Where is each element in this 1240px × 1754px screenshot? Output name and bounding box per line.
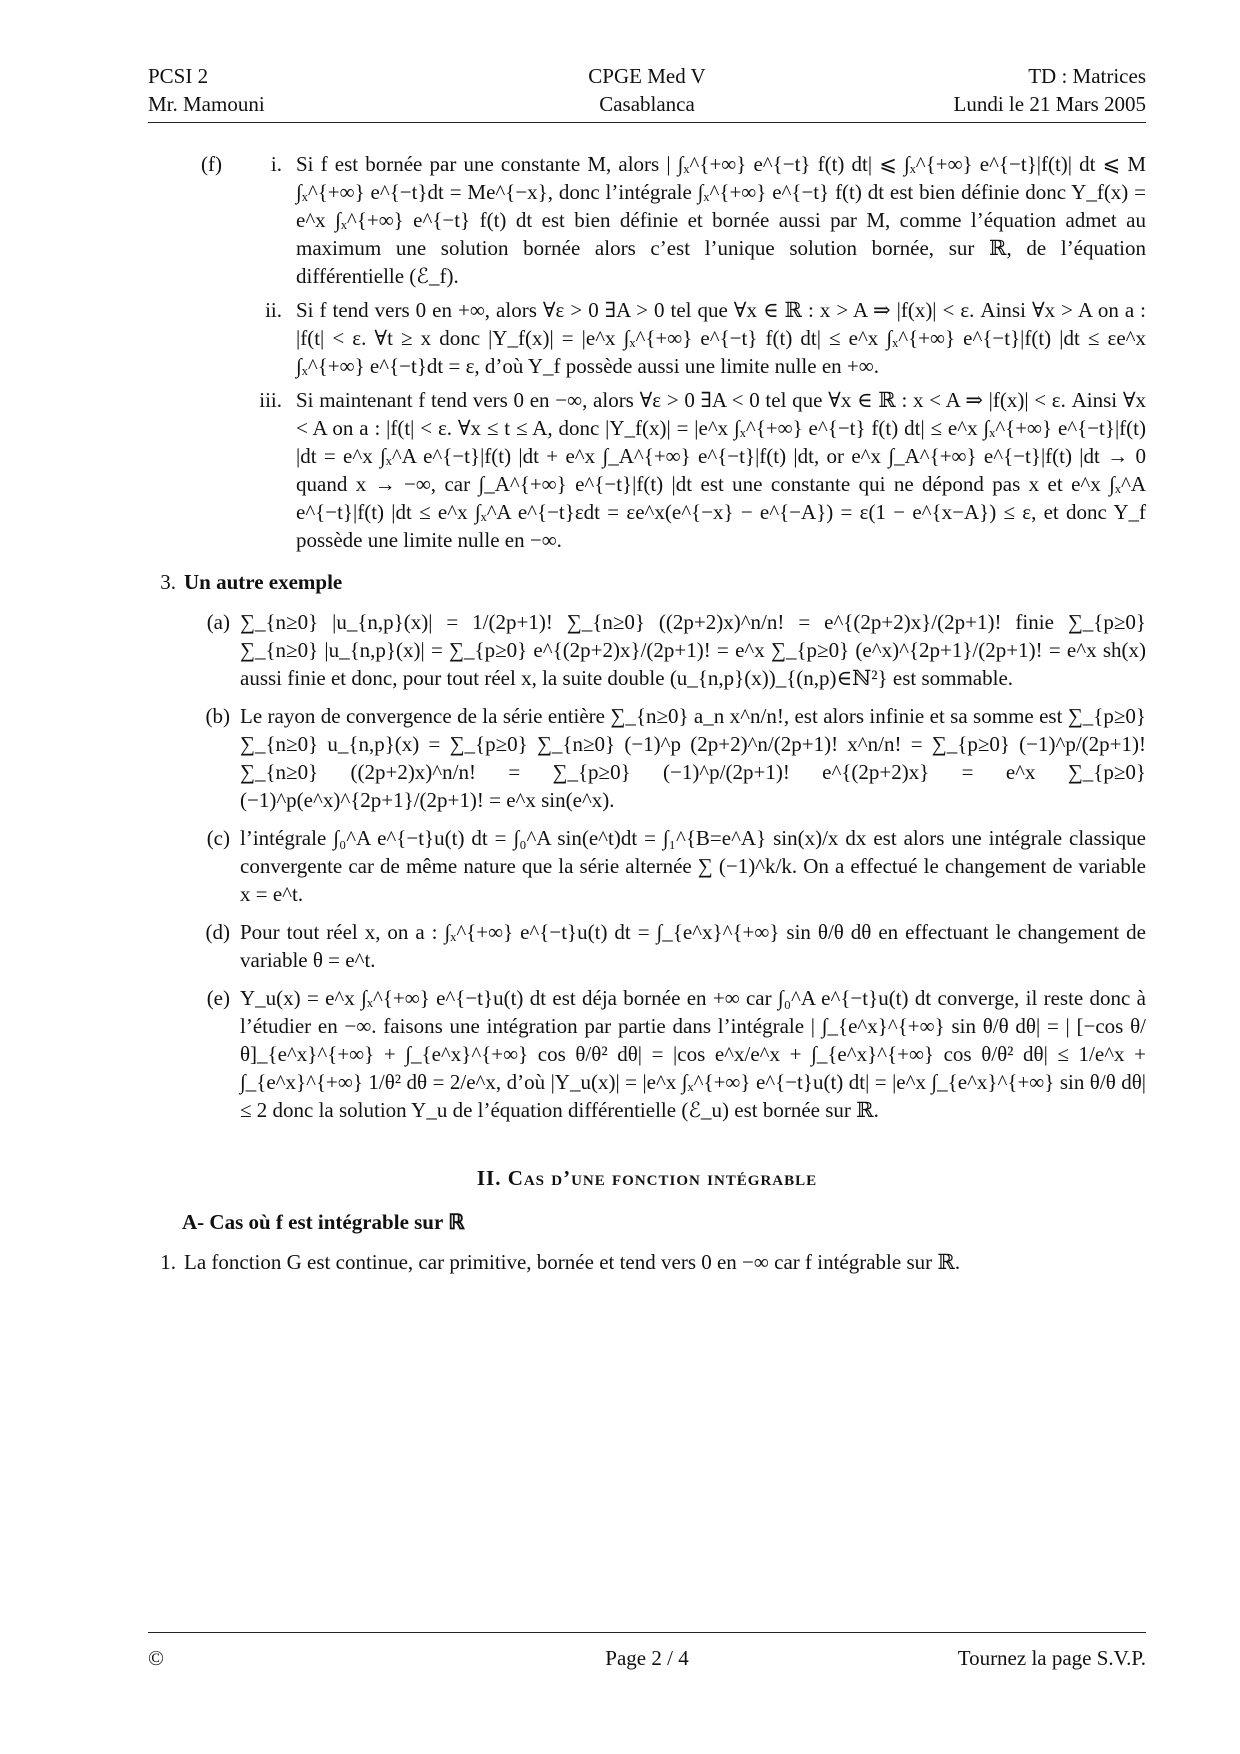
item-3c-text: l’intégrale ∫₀^A e^{−t}u(t) dt = ∫₀^A sin(e^t)dt = ∫₁^{B=e^A} sin(x)/x dx est alors une intégrale classique convergente car de même nature que la série alternée ∑ (−1)^k/k. On a effectué le changement de variable x = e^t.: [240, 826, 1146, 906]
item-f-label: (f): [201, 152, 222, 176]
header-rule: [148, 122, 1146, 123]
item-3-heading: Un autre exemple: [184, 570, 343, 594]
section-title: II. Cas d’une fonction intégrable: [476, 1166, 818, 1190]
item-3a-text: ∑_{n≥0} |u_{n,p}(x)| = 1/(2p+1)! ∑_{n≥0} ((2p+2)x)^n/n! = e^{(2p+2)x}/(2p+1)! finie ∑_{p≥0} ∑_{n≥0} |u_{n,p}(x)| = ∑_{p≥0} e^{(2p+2)x}/(2p+1)! = e^x ∑_{p≥0} (e^x)^{2p+1}/(2p+1)! = e^x sh(x) aussi finie et donc, pour tout réel x, la suite double (u_{n,p}(x))_{(n,p)∈ℕ²} est sommable.: [240, 610, 1146, 690]
page-number: Page 2 / 4: [605, 1646, 689, 1670]
item-3d-label: (d): [205, 920, 230, 944]
item-f-ii-label: ii.: [265, 298, 282, 322]
section-item-1-label: 1.: [160, 1250, 176, 1274]
header-teacher: Mr. Mamouni: [148, 92, 265, 116]
item-3e-label: (e): [206, 986, 230, 1010]
header-date: Lundi le 21 Mars 2005: [953, 92, 1146, 116]
header-topic: TD : Matrices: [1028, 64, 1146, 88]
item-3d-text: Pour tout réel x, on a : ∫ₓ^{+∞} e^{−t}u(t) dt = ∫_{e^x}^{+∞} sin θ/θ dθ en effectuant le changement de variable θ = e^t.: [240, 920, 1146, 972]
header-city: Casablanca: [599, 92, 695, 116]
item-3a: [148, 608, 1146, 692]
page-content: [148, 150, 1146, 1276]
item-f-i-label: i.: [270, 152, 282, 176]
item-3b: [148, 702, 1146, 814]
item-f-ii-text: Si f tend vers 0 en +∞, alors ∀ε > 0 ∃A > 0 tel que ∀x ∈ ℝ : x > A ⇒ |f(x)| < ε. Ainsi ∀x > A on a : |f(t| < ε. ∀t ≥ x donc |Y_f(x)| = |e^x ∫ₓ^{+∞} e^{−t} f(t) dt| ≤ e^x ∫ₓ^{+∞} e^{−t}|f(t) |dt ≤ εe^x ∫ₓ^{+∞} e^{−t}dt = ε, d’où Y_f possède aussi une limite nulle en +∞.: [296, 298, 1146, 378]
item-3b-text: Le rayon de convergence de la série entière ∑_{n≥0} a_n x^n/n!, est alors infinie et sa somme est ∑_{p≥0} ∑_{n≥0} u_{n,p}(x) = ∑_{p≥0} ∑_{n≥0} (−1)^p (2p+2)^n/(2p+1)! x^n/n! = ∑_{p≥0} (−1)^p/(2p+1)! ∑_{n≥0} ((2p+2)x)^n/n! = ∑_{p≥0} (−1)^p/(2p+1)! e^{(2p+2)x} = e^x ∑_{p≥0} (−1)^p(e^x)^{2p+1}/(2p+1)! = e^x sin(e^x).: [240, 704, 1146, 812]
document-page: [148, 0, 1146, 1754]
copyright-symbol: ©: [148, 1646, 164, 1670]
item-3c-label: (c): [206, 826, 230, 850]
item-3e-text: Y_u(x) = e^x ∫ₓ^{+∞} e^{−t}u(t) dt est déja bornée en +∞ car ∫₀^A e^{−t}u(t) dt converge, il reste donc à l’étudier en −∞. faisons une intégration par partie dans l’intégrale | ∫_{e^x}^{+∞} sin θ/θ dθ| = | [−cos θ/θ]_{e^x}^{+∞} + ∫_{e^x}^{+∞} cos θ/θ² dθ| = |cos e^x/e^x + ∫_{e^x}^{+∞} cos θ/θ² dθ| ≤ 1/e^x + ∫_{e^x}^{+∞} 1/θ² dθ = 2/e^x, d’où |Y_u(x)| = |e^x ∫ₓ^{+∞} e^{−t}u(t) dt| = |e^x ∫_{e^x}^{+∞} sin θ/θ dθ| ≤ 2 donc la solution Y_u de l’équation différentielle (ℰ_u) est bornée sur ℝ.: [240, 986, 1146, 1122]
item-3c: [148, 824, 1146, 908]
item-3a-label: (a): [206, 610, 230, 634]
subsection-title: A- Cas où f est intégrable sur ℝ: [182, 1210, 465, 1234]
header-class: PCSI 2: [148, 64, 209, 88]
item-f-iii: [148, 386, 1146, 554]
item-f-i: [148, 150, 1146, 290]
item-3e: [148, 984, 1146, 1124]
section-item-1: [148, 1248, 1146, 1276]
item-f-iii-label: iii.: [259, 388, 282, 412]
item-f-iii-text: Si maintenant f tend vers 0 en −∞, alors ∀ε > 0 ∃A < 0 tel que ∀x ∈ ℝ : x < A ⇒ |f(x)| < ε. Ainsi ∀x < A on a : |f(t| < ε. ∀x ≤ t ≤ A, donc |Y_f(x)| = |e^x ∫ₓ^{+∞} e^{−t} f(t) dt| ≤ e^x ∫ₓ^{+∞} e^{−t}|f(t) |dt = e^x ∫ₓ^A e^{−t}|f(t) |dt + e^x ∫_A^{+∞} e^{−t}|f(t) |dt, or e^x ∫_A^{+∞} e^{−t}|f(t) |dt → 0 quand x → −∞, car ∫_A^{+∞} e^{−t}|f(t) |dt est une constante qui ne dépond pas x et e^x ∫ₓ^A e^{−t}|f(t) |dt ≤ e^x ∫ₓ^A e^{−t}εdt = εe^x(e^{−x} − e^{−A}) = ε(1 − e^{x−A}) ≤ ε, et donc Y_f possède une limite nulle en −∞.: [296, 388, 1146, 552]
item-3-title: [148, 568, 1146, 596]
header-right: [954, 62, 1146, 118]
header-school: CPGE Med V: [588, 64, 706, 88]
section-item-1-text: La fonction G est continue, car primitive, bornée et tend vers 0 en −∞ car f intégrable sur ℝ.: [184, 1250, 961, 1274]
item-f-ii: [148, 296, 1146, 380]
item-3b-label: (b): [205, 704, 230, 728]
item-3d: [148, 918, 1146, 974]
turn-page-note: Tournez la page S.V.P.: [957, 1646, 1146, 1670]
footer-rule: [148, 1632, 1146, 1633]
item-f-i-text: Si f est bornée par une constante M, alors | ∫ₓ^{+∞} e^{−t} f(t) dt| ⩽ ∫ₓ^{+∞} e^{−t}|f(t)| dt ⩽ M ∫ₓ^{+∞} e^{−t}dt = Me^{−x}, donc l’intégrale ∫ₓ^{+∞} e^{−t} f(t) dt est bien définie donc Y_f(x) = e^x ∫ₓ^{+∞} e^{−t} f(t) dt est bien définie et bornée aussi par M, comme l’équation admet au maximum une solution bornée alors c’est l’unique solution bornée, sur ℝ, de l’équation différentielle (ℰ_f).: [296, 152, 1146, 288]
item-3-label: 3.: [160, 570, 176, 594]
